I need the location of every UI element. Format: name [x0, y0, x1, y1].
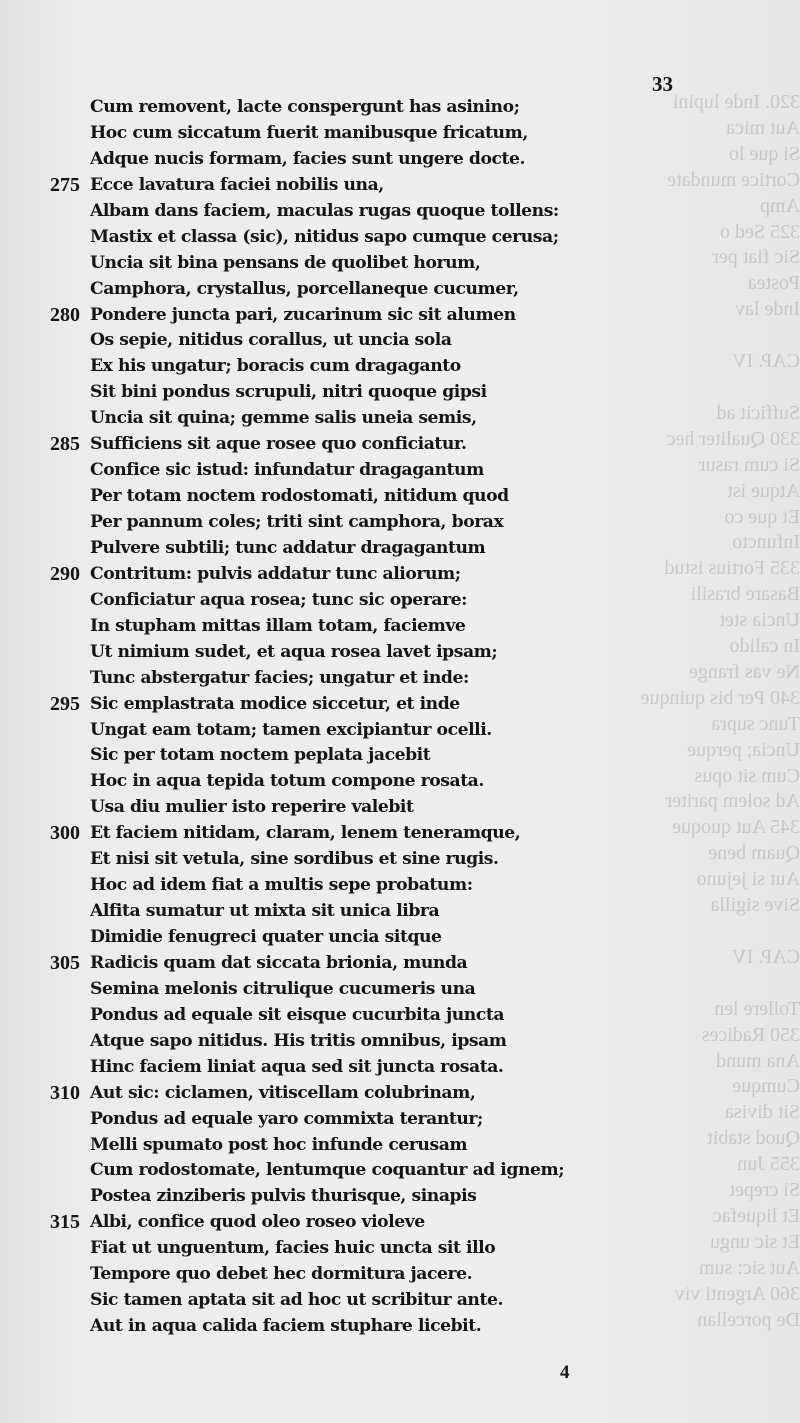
- verse-line: [30, 121, 590, 147]
- verse-text: Pondere juncta pari, zucarinum sic sit alumen: [90, 304, 516, 325]
- verse-line: [30, 562, 590, 588]
- show-through-reverse-page: 320. Inde lupini Aut mica Si que lo Cortice mundate Amp 325 Sed o Sic fiat per Postea Inde lav CAP. IV Sufficit ad 330 Qualiter hec Si cum rasur Atque ist Et que co Infuncto 335 Fortius istud Basare brasili Uncia stet In calido Ne vas frange 340 Per bis quinque Tunc supra Uncia; perque Cum sit opus Ad solem pariter 345 Aut quoque Quam bene Aut si jejuno Sive sigilla CAP. IV Tollere len 350 Radices Ana mund Cumque Sit divisa Quod stabit 355 Jun Si crepet Et liquefac Et sic ungu Aut sic: sum 360 Argenti viv De porcellan: [640, 91, 800, 1331]
- verse-line: [30, 354, 590, 380]
- line-number: 280: [50, 303, 80, 326]
- verse-line: [30, 1133, 590, 1159]
- verse-line: [30, 1314, 590, 1340]
- verse-line: [30, 1184, 590, 1210]
- verse-line: [30, 406, 590, 432]
- verse-line: [30, 743, 590, 769]
- verse-line: [30, 588, 590, 614]
- verse-line: [30, 692, 590, 718]
- verse-text: Sufficiens sit aque rosee quo conficiatur.: [90, 434, 467, 455]
- verse-text: Uncia sit quina; gemme salis uneia semis,: [90, 408, 477, 429]
- verse-line: [30, 1288, 590, 1314]
- verse-text: Uncia sit bina pensans de quolibet horum,: [90, 252, 481, 273]
- verse-text: Fiat ut unguentum, facies huic uncta sit illo: [90, 1238, 496, 1259]
- verse-line: [30, 1107, 590, 1133]
- verse-text: Atque sapo nitidus. His tritis omnibus, ipsam: [90, 1030, 507, 1051]
- verse-line: [30, 173, 590, 199]
- verse-text: Tunc abstergatur facies; ungatur et inde:: [90, 667, 469, 688]
- verse-line: [30, 718, 590, 744]
- verse-text: Et faciem nitidam, claram, lenem teneramque,: [90, 823, 521, 844]
- verse-line: [30, 1055, 590, 1081]
- verse-text: Contritum: pulvis addatur tunc aliorum;: [90, 563, 461, 584]
- verse-text: Per totam noctem rodostomati, nitidum quod: [90, 486, 509, 507]
- verse-line: [30, 1262, 590, 1288]
- verse-text: Camphora, crystallus, porcellaneque cucumer,: [90, 278, 519, 299]
- verse-text: Usa diu mulier isto reperire valebit: [90, 797, 414, 818]
- verse-text: In stupham mittas illam totam, faciemve: [90, 615, 466, 636]
- verse-line: [30, 1081, 590, 1107]
- verse-line: [30, 614, 590, 640]
- verse-text: Per pannum coles; triti sint camphora, borax: [90, 512, 504, 532]
- verse-text: Aut sic: ciclamen, vitiscellam colubrinam,: [90, 1082, 476, 1103]
- signature-mark: 4: [560, 1362, 570, 1383]
- verse-line: [30, 977, 590, 1003]
- verse-line: [30, 1210, 590, 1236]
- verse-line: [30, 432, 590, 458]
- verse-text: Melli spumato post hoc infunde cerusam: [90, 1134, 468, 1155]
- verse-line: [30, 1236, 590, 1262]
- verse-text: Ecce lavatura faciei nobilis una,: [90, 174, 384, 195]
- verse-text: Os sepie, nitidus corallus, ut uncia sola: [90, 330, 452, 351]
- verse-text: Ut nimium sudet, et aqua rosea lavet ipsam;: [90, 641, 498, 662]
- verse-line: [30, 380, 590, 406]
- verse-line: [30, 251, 590, 277]
- verse-text: Aut in aqua calida faciem stuphare licebit.: [90, 1316, 482, 1337]
- verse-line: [30, 925, 590, 951]
- verse-line: [30, 899, 590, 925]
- verse-text: Albam dans faciem, maculas rugas quoque tollens:: [90, 200, 559, 221]
- verse-text: Pulvere subtili; tunc addatur dragagantum: [90, 537, 486, 558]
- verse-text: Et nisi sit vetula, sine sordibus et sine rugis.: [90, 849, 499, 870]
- verse-line: [30, 1003, 590, 1029]
- verse-column: [30, 95, 590, 1340]
- verse-line: [30, 199, 590, 225]
- verse-line: [30, 821, 590, 847]
- verse-line: [30, 277, 590, 303]
- verse-line: [30, 1158, 590, 1184]
- verse-line: [30, 847, 590, 873]
- verse-text: Sic emplastrata modice siccetur, et inde: [90, 693, 460, 714]
- verse-text: Hoc cum siccatum fuerit manibusque fricatum,: [90, 122, 528, 143]
- verse-text: Hoc in aqua tepida totum compone rosata.: [90, 771, 484, 792]
- page-number: 33: [652, 72, 673, 96]
- verse-text: Pondus ad equale sit eisque cucurbita juncta: [90, 1004, 505, 1025]
- verse-line: [30, 873, 590, 899]
- verse-text: Postea zinziberis pulvis thurisque, sinapis: [90, 1186, 477, 1207]
- verse-line: [30, 328, 590, 354]
- verse-text: Semina melonis citrulique cucumeris una: [90, 978, 476, 999]
- verse-text: Hinc faciem liniat aqua sed sit juncta rosata.: [90, 1056, 504, 1077]
- line-number: 310: [50, 1081, 80, 1104]
- verse-text: Adque nucis formam, facies sunt ungere docte.: [90, 148, 526, 169]
- verse-text: Sic per totam noctem peplata jacebit: [90, 745, 431, 766]
- verse-line: [30, 536, 590, 562]
- verse-text: Sic tamen aptata sit ad hoc ut scribitur ante.: [90, 1290, 503, 1311]
- verse-text: Mastix et classa (sic), nitidus sapo cumque cerusa;: [90, 226, 559, 247]
- line-number: 275: [50, 173, 80, 196]
- verse-line: [30, 640, 590, 666]
- verse-line: [30, 1029, 590, 1055]
- verse-line: [30, 225, 590, 251]
- line-number: 315: [50, 1211, 80, 1234]
- verse-text: Tempore quo debet hec dormitura jacere.: [90, 1264, 473, 1285]
- verse-line: [30, 769, 590, 795]
- line-number: 300: [50, 822, 80, 845]
- verse-text: Albi, confice quod oleo roseo violeve: [90, 1212, 425, 1233]
- verse-line: [30, 303, 590, 329]
- verse-text: Dimidie fenugreci quater uncia sitque: [90, 927, 442, 947]
- verse-text: Cum removent, lacte conspergunt has asinino;: [90, 97, 520, 117]
- verse-line: [30, 510, 590, 536]
- verse-line: [30, 147, 590, 173]
- verse-text: Cum rodostomate, lentumque coquantur ad ignem;: [90, 1160, 565, 1181]
- line-number: 305: [50, 951, 80, 974]
- verse-text: Confice sic istud: infundatur dragagantum: [90, 460, 484, 481]
- verse-line: [30, 666, 590, 692]
- verse-text: Pondus ad equale yaro commixta terantur;: [90, 1108, 483, 1129]
- line-number: 285: [50, 433, 80, 456]
- verse-line: [30, 484, 590, 510]
- verse-line: [30, 95, 590, 121]
- verse-line: [30, 458, 590, 484]
- line-number: 295: [50, 692, 80, 715]
- verse-text: Hoc ad idem fiat a multis sepe probatum:: [90, 875, 473, 896]
- line-number: 290: [50, 562, 80, 585]
- verse-text: Ex his ungatur; boracis cum dragaganto: [90, 356, 461, 377]
- verse-text: Alfita sumatur ut mixta sit unica libra: [90, 901, 440, 922]
- verse-text: Radicis quam dat siccata brionia, munda: [90, 952, 468, 973]
- verse-line: [30, 951, 590, 977]
- verse-line: [30, 795, 590, 821]
- verse-text: Ungat eam totam; tamen excipiantur ocelli.: [90, 719, 492, 740]
- verse-text: Sit bini pondus scrupuli, nitri quoque gipsi: [90, 382, 487, 403]
- verse-text: Conficiatur aqua rosea; tunc sic operare:: [90, 589, 468, 610]
